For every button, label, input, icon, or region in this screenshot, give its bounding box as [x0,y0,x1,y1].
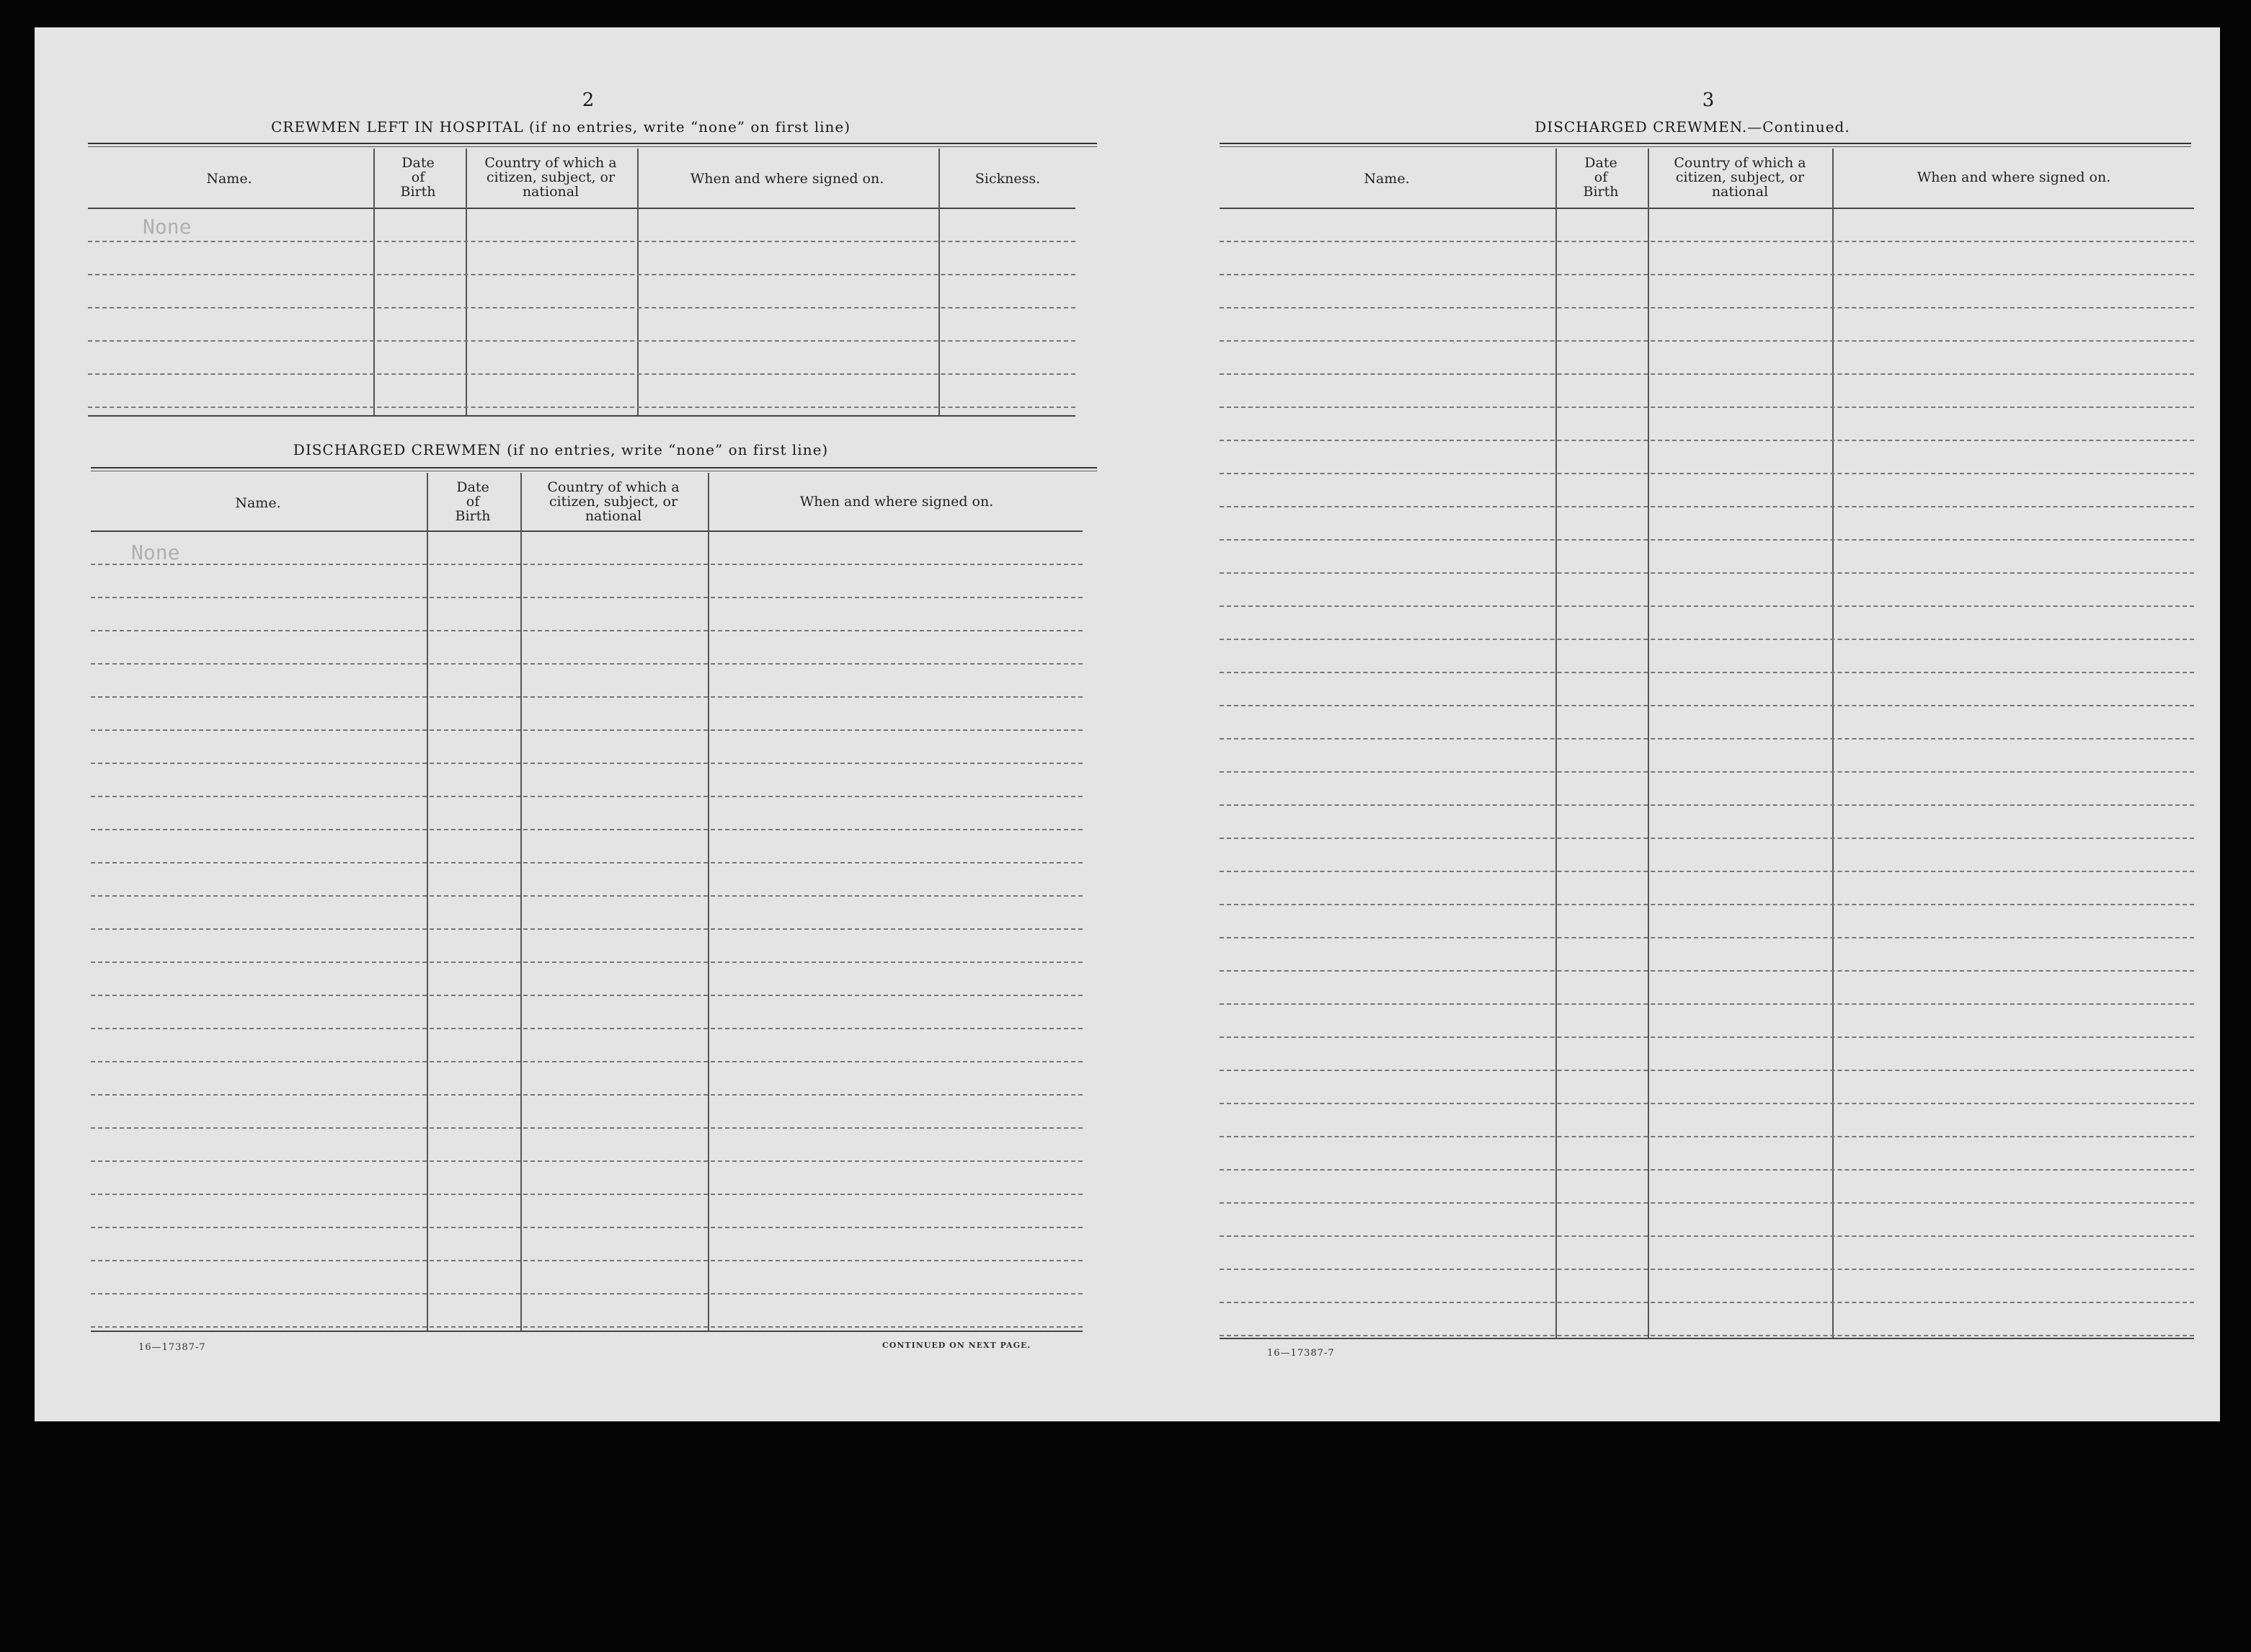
column-header-country: Country of which a citizen, subject, or national [484,155,617,200]
row-rule [1220,771,2194,773]
row-rule [1220,539,2194,541]
row-rule [1220,738,2194,740]
row-rule [91,763,1083,764]
row-rule [91,696,1083,698]
header-rule [88,208,1075,209]
column-rule [466,148,467,415]
form-code: 16—17387-7 [1267,1348,1335,1359]
row-rule [88,407,1075,408]
row-rule [1220,1235,2194,1237]
row-rule [1220,639,2194,640]
column-rule [938,148,940,415]
row-rule [88,241,1075,242]
row-rule [88,307,1075,308]
row-rule [91,1227,1083,1228]
row-rule [1220,340,2194,342]
row-rule [1220,506,2194,507]
discharged-section-title: DISCHARGED CREWMEN (if no entries, write “none” on first line) [293,441,829,458]
row-rule [91,1160,1083,1162]
row-rule [1220,572,2194,574]
title-rule [1220,143,2191,147]
table-bottom-rule [91,1331,1083,1332]
row-rule [1220,838,2194,839]
row-rule [1220,871,2194,872]
row-rule [1220,1302,2194,1303]
row-rule [91,630,1083,631]
row-rule [91,928,1083,930]
row-rule [91,663,1083,665]
row-rule [1220,672,2194,673]
page-number: 2 [582,89,595,111]
column-header-name: Name. [206,171,252,187]
row-rule [1220,473,2194,474]
column-rule [637,148,639,415]
column-header-signed-on: When and where signed on. [690,171,884,187]
row-rule [1220,970,2194,972]
continued-note: CONTINUED ON NEXT PAGE. [882,1341,1031,1350]
title-rule [88,143,1097,147]
row-rule [1220,1070,2194,1071]
row-rule [91,1094,1083,1096]
row-rule [91,1326,1083,1328]
row-rule [91,962,1083,963]
row-rule [1220,804,2194,806]
column-header-sickness: Sickness. [974,171,1041,187]
row-rule [91,1127,1083,1129]
row-rule [91,1293,1083,1294]
column-header-signed-on: When and where signed on. [799,494,994,510]
column-rule [427,473,428,1331]
page-number: 3 [1702,89,1715,111]
scan-speck [1453,342,1455,344]
row-rule [1220,1269,2194,1270]
column-rule [1832,148,1834,1338]
row-rule [1220,705,2194,706]
column-rule [520,473,522,1331]
row-rule [91,829,1083,830]
row-rule [1220,1136,2194,1137]
form-code: 16—17387-7 [138,1342,206,1353]
right-page [1159,27,2220,1421]
header-rule [91,530,1083,532]
column-header-date-of-birth: Date of Birth [1583,155,1619,200]
row-rule [1220,407,2194,408]
title-rule [91,467,1097,471]
table-bottom-rule [88,415,1075,417]
column-header-signed-on: When and where signed on. [1917,169,2111,185]
row-rule [91,995,1083,996]
row-rule [1220,605,2194,607]
row-rule [88,340,1075,342]
row-rule [91,862,1083,863]
row-rule [91,1260,1083,1261]
row-rule [88,373,1075,375]
row-rule [1220,1202,2194,1204]
row-rule [91,796,1083,797]
handwritten-entry: None [131,541,180,564]
column-header-date-of-birth: Date of Birth [400,155,436,200]
column-header-country: Country of which a citizen, subject, or national [1674,155,1806,200]
table-bottom-rule [1220,1338,2194,1339]
hospital-section-title: CREWMEN LEFT IN HOSPITAL (if no entries, write “none” on first line) [270,118,851,136]
row-rule [91,895,1083,897]
row-rule [1220,373,2194,375]
row-rule [1220,440,2194,441]
row-rule [1220,1036,2194,1038]
header-rule [1220,208,2194,209]
column-rule [373,148,375,415]
left-page [35,27,1087,1421]
column-header-country: Country of which a citizen, subject, or national [547,479,680,524]
row-rule [91,1061,1083,1062]
row-rule [91,597,1083,598]
row-rule [1220,1169,2194,1171]
row-rule [91,564,1083,565]
column-rule [708,473,709,1331]
row-rule [1220,904,2194,905]
column-header-name: Name. [235,495,281,511]
row-rule [91,1028,1083,1029]
row-rule [1220,937,2194,938]
scanned-form-sheet [35,27,2220,1421]
column-rule [1648,148,1649,1338]
column-header-date-of-birth: Date of Birth [455,479,491,524]
column-header-name: Name. [1364,171,1410,187]
discharged-continued-title: DISCHARGED CREWMEN.—Continued. [1535,118,1850,136]
row-rule [1220,1103,2194,1104]
row-rule [91,729,1083,731]
row-rule [1220,1003,2194,1005]
row-rule [1220,241,2194,242]
row-rule [91,1194,1083,1195]
row-rule [1220,307,2194,308]
row-rule [1220,1335,2194,1336]
column-rule [1555,148,1557,1338]
row-rule [88,274,1075,275]
row-rule [1220,274,2194,275]
handwritten-entry: None [143,215,192,239]
